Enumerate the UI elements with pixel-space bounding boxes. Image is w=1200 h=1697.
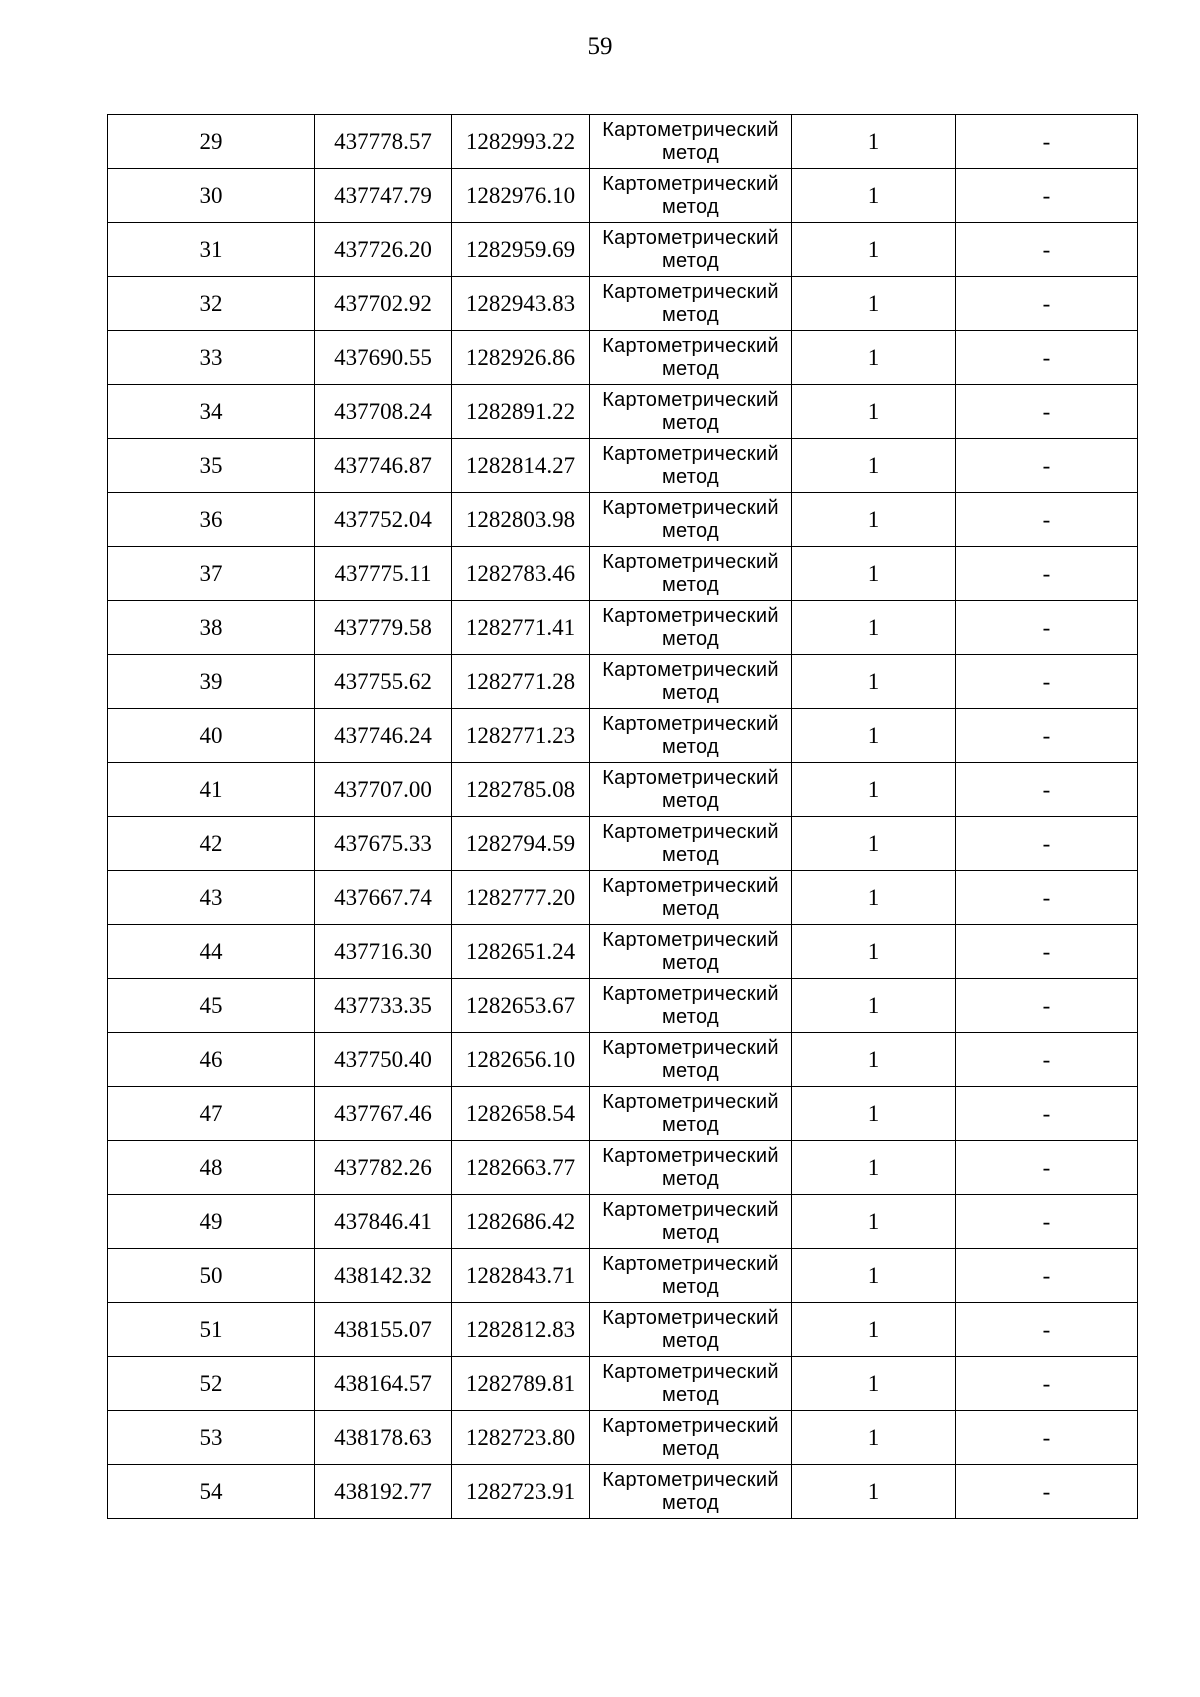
table-row <box>108 277 1138 331</box>
y-coordinate-cell: 1282723.91 <box>452 1465 590 1519</box>
method-text-line: метод <box>662 789 719 812</box>
method-text-line: метод <box>662 519 719 542</box>
table-row <box>108 763 1138 817</box>
y-coordinate-cell: 1282663.77 <box>452 1141 590 1195</box>
note-cell: - <box>956 709 1138 763</box>
point-number-cell: 48 <box>108 1141 315 1195</box>
method-cell <box>590 1303 792 1357</box>
accuracy-cell: 1 <box>792 601 956 655</box>
y-coordinate-cell: 1282959.69 <box>452 223 590 277</box>
x-coordinate-cell: 437707.00 <box>315 763 452 817</box>
table-row <box>108 1411 1138 1465</box>
accuracy-cell: 1 <box>792 1465 956 1519</box>
x-coordinate-cell: 437690.55 <box>315 331 452 385</box>
note-cell: - <box>956 331 1138 385</box>
y-coordinate-cell: 1282814.27 <box>452 439 590 493</box>
method-text-line: метод <box>662 465 719 488</box>
method-text-line: метод <box>662 627 719 650</box>
y-coordinate-cell: 1282686.42 <box>452 1195 590 1249</box>
point-number-cell: 47 <box>108 1087 315 1141</box>
method-text-line: метод <box>662 1167 719 1190</box>
method-cell <box>590 169 792 223</box>
accuracy-cell: 1 <box>792 817 956 871</box>
method-text-line: метод <box>662 1221 719 1244</box>
point-number-cell: 37 <box>108 547 315 601</box>
method-text-line: метод <box>662 141 719 164</box>
method-cell <box>590 925 792 979</box>
method-cell <box>590 817 792 871</box>
note-cell: - <box>956 115 1138 169</box>
note-cell: - <box>956 601 1138 655</box>
table-row <box>108 169 1138 223</box>
method-text-line: Картометрический <box>602 1090 779 1113</box>
method-cell <box>590 1087 792 1141</box>
method-text-line: Картометрический <box>602 118 779 141</box>
table-row <box>108 709 1138 763</box>
note-cell: - <box>956 979 1138 1033</box>
point-number-cell: 54 <box>108 1465 315 1519</box>
accuracy-cell: 1 <box>792 385 956 439</box>
y-coordinate-cell: 1282651.24 <box>452 925 590 979</box>
x-coordinate-cell: 438155.07 <box>315 1303 452 1357</box>
x-coordinate-cell: 438142.32 <box>315 1249 452 1303</box>
accuracy-cell: 1 <box>792 1249 956 1303</box>
method-text-line: Картометрический <box>602 280 779 303</box>
accuracy-cell: 1 <box>792 547 956 601</box>
y-coordinate-cell: 1282843.71 <box>452 1249 590 1303</box>
table-row <box>108 1249 1138 1303</box>
method-cell <box>590 871 792 925</box>
accuracy-cell: 1 <box>792 1411 956 1465</box>
y-coordinate-cell: 1282653.67 <box>452 979 590 1033</box>
x-coordinate-cell: 437667.74 <box>315 871 452 925</box>
note-cell: - <box>956 1141 1138 1195</box>
note-cell: - <box>956 1411 1138 1465</box>
y-coordinate-cell: 1282943.83 <box>452 277 590 331</box>
y-coordinate-cell: 1282803.98 <box>452 493 590 547</box>
table-row <box>108 223 1138 277</box>
accuracy-cell: 1 <box>792 1087 956 1141</box>
x-coordinate-cell: 437846.41 <box>315 1195 452 1249</box>
accuracy-cell: 1 <box>792 331 956 385</box>
point-number-cell: 39 <box>108 655 315 709</box>
method-text-line: метод <box>662 357 719 380</box>
method-text-line: Картометрический <box>602 334 779 357</box>
note-cell: - <box>956 547 1138 601</box>
method-cell <box>590 1033 792 1087</box>
accuracy-cell: 1 <box>792 655 956 709</box>
method-cell <box>590 493 792 547</box>
table-row <box>108 1033 1138 1087</box>
x-coordinate-cell: 437716.30 <box>315 925 452 979</box>
method-cell <box>590 223 792 277</box>
point-number-cell: 43 <box>108 871 315 925</box>
method-text-line: Картометрический <box>602 1252 779 1275</box>
method-text-line: метод <box>662 1113 719 1136</box>
accuracy-cell: 1 <box>792 871 956 925</box>
x-coordinate-cell: 437675.33 <box>315 817 452 871</box>
method-text-line: метод <box>662 303 719 326</box>
table-row <box>108 439 1138 493</box>
accuracy-cell: 1 <box>792 223 956 277</box>
point-number-cell: 50 <box>108 1249 315 1303</box>
point-number-cell: 34 <box>108 385 315 439</box>
method-text-line: метод <box>662 951 719 974</box>
method-text-line: метод <box>662 249 719 272</box>
method-cell <box>590 709 792 763</box>
x-coordinate-cell: 437708.24 <box>315 385 452 439</box>
table-row <box>108 1141 1138 1195</box>
method-text-line: метод <box>662 1275 719 1298</box>
note-cell: - <box>956 1303 1138 1357</box>
point-number-cell: 40 <box>108 709 315 763</box>
x-coordinate-cell: 437747.79 <box>315 169 452 223</box>
note-cell: - <box>956 169 1138 223</box>
y-coordinate-cell: 1282658.54 <box>452 1087 590 1141</box>
point-number-cell: 49 <box>108 1195 315 1249</box>
method-text-line: метод <box>662 411 719 434</box>
point-number-cell: 29 <box>108 115 315 169</box>
x-coordinate-cell: 437779.58 <box>315 601 452 655</box>
x-coordinate-cell: 437733.35 <box>315 979 452 1033</box>
point-number-cell: 52 <box>108 1357 315 1411</box>
note-cell: - <box>956 1249 1138 1303</box>
method-text-line: Картометрический <box>602 658 779 681</box>
x-coordinate-cell: 437752.04 <box>315 493 452 547</box>
y-coordinate-cell: 1282794.59 <box>452 817 590 871</box>
note-cell: - <box>956 1087 1138 1141</box>
method-cell <box>590 655 792 709</box>
accuracy-cell: 1 <box>792 1303 956 1357</box>
point-number-cell: 33 <box>108 331 315 385</box>
table-row <box>108 817 1138 871</box>
table-row <box>108 493 1138 547</box>
x-coordinate-cell: 438164.57 <box>315 1357 452 1411</box>
method-text-line: метод <box>662 735 719 758</box>
table-row <box>108 385 1138 439</box>
point-number-cell: 51 <box>108 1303 315 1357</box>
method-cell <box>590 1141 792 1195</box>
note-cell: - <box>956 871 1138 925</box>
accuracy-cell: 1 <box>792 277 956 331</box>
method-text-line: метод <box>662 843 719 866</box>
accuracy-cell: 1 <box>792 763 956 817</box>
table-row <box>108 115 1138 169</box>
y-coordinate-cell: 1282812.83 <box>452 1303 590 1357</box>
note-cell: - <box>956 493 1138 547</box>
method-text-line: метод <box>662 1383 719 1406</box>
note-cell: - <box>956 925 1138 979</box>
y-coordinate-cell: 1282976.10 <box>452 169 590 223</box>
method-text-line: метод <box>662 1005 719 1028</box>
note-cell: - <box>956 385 1138 439</box>
y-coordinate-cell: 1282783.46 <box>452 547 590 601</box>
y-coordinate-cell: 1282926.86 <box>452 331 590 385</box>
accuracy-cell: 1 <box>792 709 956 763</box>
method-text-line: Картометрический <box>602 172 779 195</box>
point-number-cell: 45 <box>108 979 315 1033</box>
table-row <box>108 925 1138 979</box>
method-text-line: метод <box>662 897 719 920</box>
note-cell: - <box>956 763 1138 817</box>
y-coordinate-cell: 1282789.81 <box>452 1357 590 1411</box>
method-text-line: метод <box>662 1059 719 1082</box>
y-coordinate-cell: 1282771.28 <box>452 655 590 709</box>
method-text-line: метод <box>662 681 719 704</box>
x-coordinate-cell: 437726.20 <box>315 223 452 277</box>
method-text-line: Картометрический <box>602 604 779 627</box>
accuracy-cell: 1 <box>792 1033 956 1087</box>
accuracy-cell: 1 <box>792 169 956 223</box>
method-text-line: метод <box>662 1491 719 1514</box>
table-row <box>108 871 1138 925</box>
point-number-cell: 30 <box>108 169 315 223</box>
accuracy-cell: 1 <box>792 1357 956 1411</box>
x-coordinate-cell: 437746.24 <box>315 709 452 763</box>
point-number-cell: 35 <box>108 439 315 493</box>
x-coordinate-cell: 437702.92 <box>315 277 452 331</box>
page-number: 59 <box>587 33 613 60</box>
method-cell <box>590 1249 792 1303</box>
method-text-line: метод <box>662 1329 719 1352</box>
method-text-line: Картометрический <box>602 928 779 951</box>
y-coordinate-cell: 1282771.41 <box>452 601 590 655</box>
method-text-line: Картометрический <box>602 496 779 519</box>
method-cell <box>590 1411 792 1465</box>
accuracy-cell: 1 <box>792 115 956 169</box>
accuracy-cell: 1 <box>792 1195 956 1249</box>
accuracy-cell: 1 <box>792 439 956 493</box>
method-cell <box>590 601 792 655</box>
table-row <box>108 331 1138 385</box>
method-cell <box>590 763 792 817</box>
note-cell: - <box>956 439 1138 493</box>
method-cell <box>590 115 792 169</box>
y-coordinate-cell: 1282656.10 <box>452 1033 590 1087</box>
table-row <box>108 1357 1138 1411</box>
table-row <box>108 601 1138 655</box>
method-text-line: Картометрический <box>602 1360 779 1383</box>
accuracy-cell: 1 <box>792 979 956 1033</box>
accuracy-cell: 1 <box>792 1141 956 1195</box>
x-coordinate-cell: 437775.11 <box>315 547 452 601</box>
point-number-cell: 46 <box>108 1033 315 1087</box>
point-number-cell: 31 <box>108 223 315 277</box>
method-text-line: Картометрический <box>602 1198 779 1221</box>
note-cell: - <box>956 277 1138 331</box>
method-cell <box>590 385 792 439</box>
note-cell: - <box>956 655 1138 709</box>
note-cell: - <box>956 817 1138 871</box>
note-cell: - <box>956 223 1138 277</box>
note-cell: - <box>956 1033 1138 1087</box>
coordinates-table <box>107 114 1138 1519</box>
note-cell: - <box>956 1195 1138 1249</box>
method-cell <box>590 1465 792 1519</box>
method-cell <box>590 439 792 493</box>
x-coordinate-cell: 438178.63 <box>315 1411 452 1465</box>
accuracy-cell: 1 <box>792 493 956 547</box>
method-text-line: Картометрический <box>602 1468 779 1491</box>
point-number-cell: 53 <box>108 1411 315 1465</box>
point-number-cell: 38 <box>108 601 315 655</box>
method-text-line: Картометрический <box>602 766 779 789</box>
method-text-line: Картометрический <box>602 226 779 249</box>
accuracy-cell: 1 <box>792 925 956 979</box>
method-cell <box>590 547 792 601</box>
point-number-cell: 42 <box>108 817 315 871</box>
method-text-line: Картометрический <box>602 442 779 465</box>
x-coordinate-cell: 437782.26 <box>315 1141 452 1195</box>
method-cell <box>590 979 792 1033</box>
method-text-line: Картометрический <box>602 1414 779 1437</box>
x-coordinate-cell: 438192.77 <box>315 1465 452 1519</box>
method-text-line: Картометрический <box>602 1306 779 1329</box>
point-number-cell: 41 <box>108 763 315 817</box>
note-cell: - <box>956 1465 1138 1519</box>
table-row <box>108 1087 1138 1141</box>
x-coordinate-cell: 437778.57 <box>315 115 452 169</box>
y-coordinate-cell: 1282785.08 <box>452 763 590 817</box>
method-cell <box>590 277 792 331</box>
point-number-cell: 32 <box>108 277 315 331</box>
y-coordinate-cell: 1282723.80 <box>452 1411 590 1465</box>
method-text-line: метод <box>662 573 719 596</box>
y-coordinate-cell: 1282771.23 <box>452 709 590 763</box>
method-cell <box>590 1195 792 1249</box>
x-coordinate-cell: 437767.46 <box>315 1087 452 1141</box>
method-text-line: метод <box>662 1437 719 1460</box>
point-number-cell: 36 <box>108 493 315 547</box>
method-cell <box>590 1357 792 1411</box>
method-text-line: Картометрический <box>602 712 779 735</box>
x-coordinate-cell: 437755.62 <box>315 655 452 709</box>
table-row <box>108 1465 1138 1519</box>
table-row <box>108 1303 1138 1357</box>
table-row <box>108 1195 1138 1249</box>
y-coordinate-cell: 1282891.22 <box>452 385 590 439</box>
method-text-line: Картометрический <box>602 874 779 897</box>
y-coordinate-cell: 1282993.22 <box>452 115 590 169</box>
x-coordinate-cell: 437746.87 <box>315 439 452 493</box>
method-cell <box>590 331 792 385</box>
method-text-line: Картометрический <box>602 550 779 573</box>
method-text-line: Картометрический <box>602 1144 779 1167</box>
method-text-line: Картометрический <box>602 820 779 843</box>
method-text-line: Картометрический <box>602 1036 779 1059</box>
note-cell: - <box>956 1357 1138 1411</box>
table-row <box>108 655 1138 709</box>
table-row <box>108 979 1138 1033</box>
x-coordinate-cell: 437750.40 <box>315 1033 452 1087</box>
method-text-line: Картометрический <box>602 388 779 411</box>
table-row <box>108 547 1138 601</box>
y-coordinate-cell: 1282777.20 <box>452 871 590 925</box>
method-text-line: метод <box>662 195 719 218</box>
coordinates-table-body <box>108 115 1138 1519</box>
point-number-cell: 44 <box>108 925 315 979</box>
method-text-line: Картометрический <box>602 982 779 1005</box>
